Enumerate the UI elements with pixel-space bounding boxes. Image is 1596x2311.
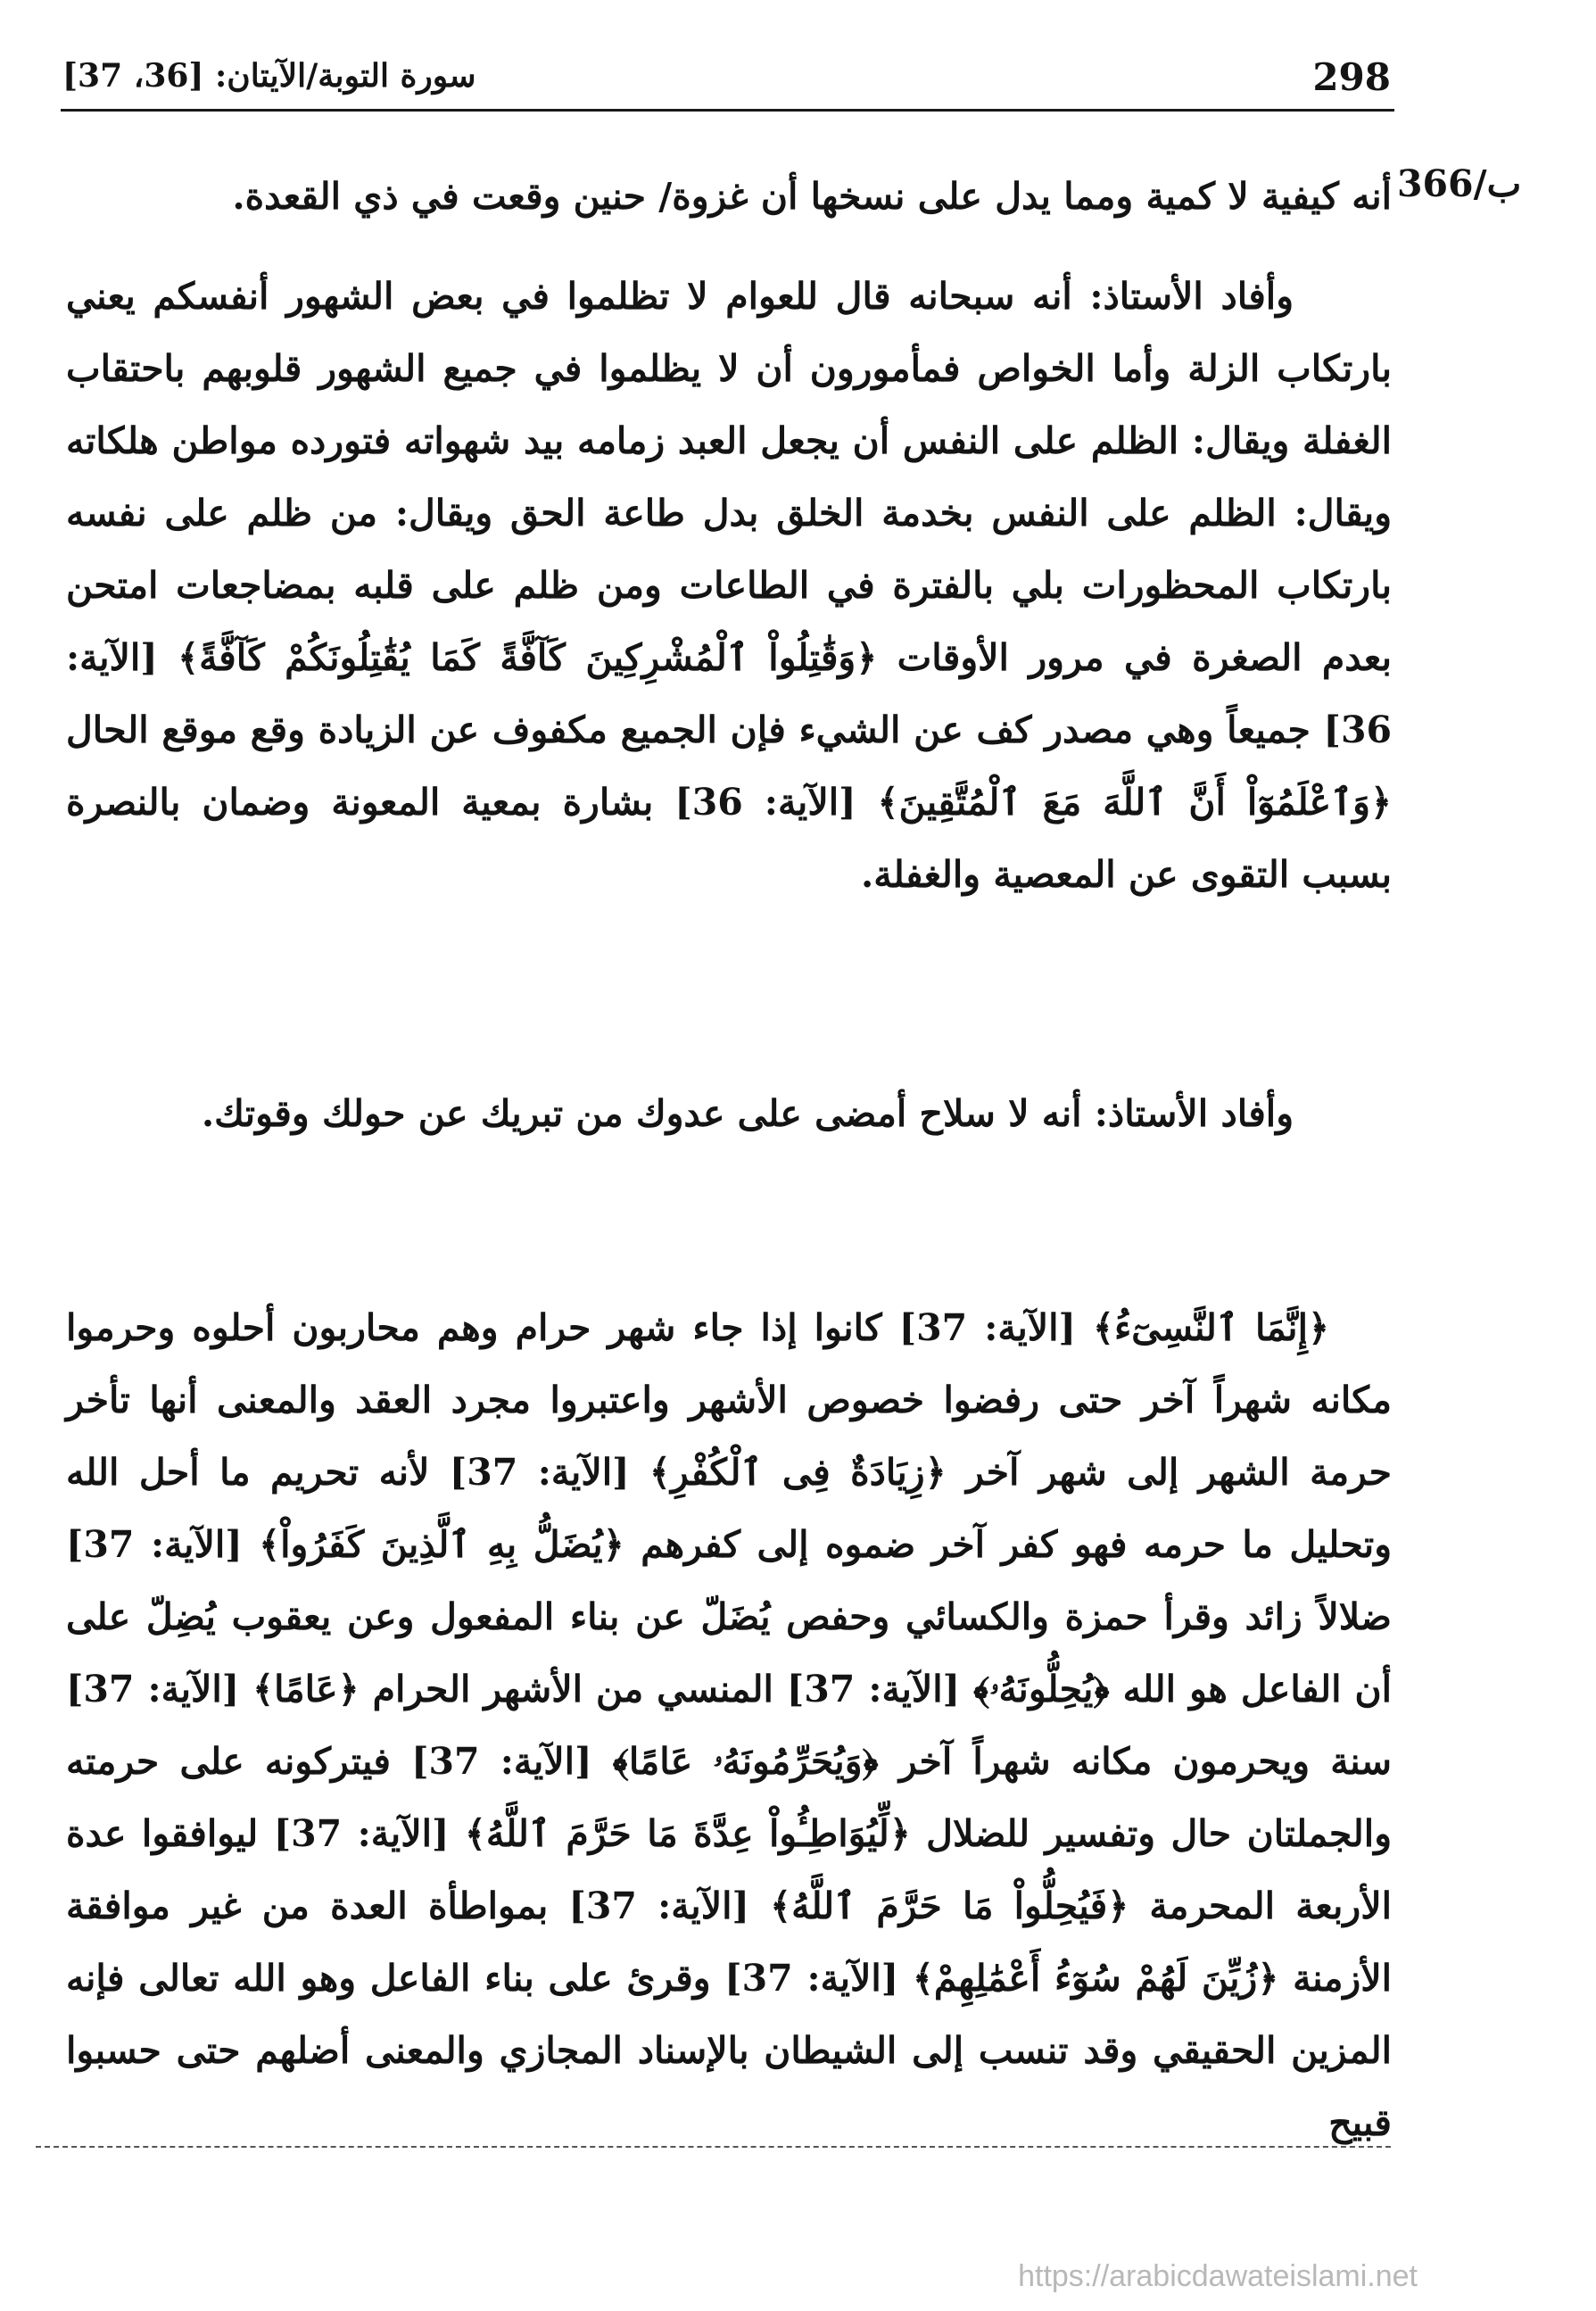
- paragraph-text: وأفاد الأستاذ: أنه لا سلاح أمضى على عدوك من تبريك عن حولك وقوتك.: [201, 1092, 1294, 1135]
- header-rule: [61, 109, 1394, 112]
- surah-reference: سورة التوبة/الآيتان: [36، 37]: [62, 57, 476, 95]
- paragraph-2: [66, 261, 1392, 911]
- paragraph-text: أنه كيفية لا كمية ومما يدل على نسخها أن غزوة/ حنين وقعت في ذي القعدة.: [232, 175, 1392, 218]
- running-header: [62, 55, 1391, 105]
- paragraph-text: ﴿إِنَّمَا ٱلنَّسِىٓءُ﴾ [الآية: 37] كانوا إذا جاء شهر حرام وهم محاربون أحلوه وحرموا مكانه شهراً آخر حتى رفضوا خصوص الأشهر واعتبروا مجرد العقد والمعنى أنها تأخر حرمة الشهر إلى شهر آخر ﴿زِيَادَةٌ فِى ٱلْكُفْرِ﴾ [الآية: 37] لأنه تحريم ما أحل الله وتحليل ما حرمه فهو كفر آخر ضموه إلى كفرهم ﴿يُضَلُّ بِهِ ٱلَّذِينَ كَفَرُواْ﴾ [الآية: 37] ضلالاً زائد وقرأ حمزة والكسائي وحفص يُضَلّ عن بناء المفعول وعن يعقوب يُضِلّ على أن الفاعل هو الله ﴿يُحِلُّونَهُۥ﴾ [الآية: 37] المنسي من الأشهر الحرام ﴿عَامًا﴾ [الآية: 37] سنة ويحرمون مكانه شهراً آخر ﴿وَيُحَرِّمُونَهُۥ عَامًا﴾ [الآية: 37] فيتركونه على حرمته والجملتان حال وتفسير للضلال ﴿لِّيُوَاطِـُٔواْ عِدَّةَ مَا حَرَّمَ ٱللَّهُ﴾ [الآية: 37] ليوافقوا عدة الأربعة المحرمة ﴿فَيُحِلُّواْ مَا حَرَّمَ ٱللَّهُ﴾ [الآية: 37] بمواطأة العدة من غير موافقة الأزمنة ﴿زُيِّنَ لَهُمْ سُوٓءُ أَعْمَٰلِهِمْ﴾ [الآية: 37] وقرئ على بناء الفاعل وهو الله تعالى فإنه المزين الحقيقي وقد تنسب إلى الشيطان بالإسناد المجازي والمعنى أضلهم حتى حسبوا قبيح: [66, 1306, 1393, 2144]
- paragraph-3: [66, 1078, 1392, 1150]
- paragraph-1: [66, 161, 1392, 233]
- paragraph-4: [66, 1292, 1392, 2159]
- scan-dashed-line: [36, 2146, 1391, 2148]
- page-number: 298: [1312, 55, 1391, 99]
- watermark-url: https://arabicdawateislami.net: [1018, 2259, 1418, 2293]
- manuscript-folio-note: 366/ب: [1397, 162, 1522, 205]
- paragraph-text: وأفاد الأستاذ: أنه سبحانه قال للعوام لا تظلموا في بعض الشهور أنفسكم يعني بارتكاب الزلة وأما الخواص فمأمورون أن لا يظلموا في جميع الشهور قلوبهم باحتقاب الغفلة ويقال: الظلم على النفس أن يجعل العبد زمامه بيد شهواته فتورده مواطن هلكاته ويقال: الظلم على النفس بخدمة الخلق بدل طاعة الحق ويقال: من ظلم على نفسه بارتكاب المحظورات بلي بالفترة في الطاعات ومن ظلم على قلبه بمضاجعات امتحن بعدم الصغرة في مرور الأوقات ﴿وَقَٰتِلُواْ ٱلْمُشْرِكِينَ كَآفَّةً كَمَا يُقَٰتِلُونَكُمْ كَآفَّةً﴾ [الآية: 36] جميعاً وهي مصدر كف عن الشيء فإن الجميع مكفوف عن الزيادة وقع موقع الحال ﴿وَٱعْلَمُوٓاْ أَنَّ ٱللَّهَ مَعَ ٱلْمُتَّقِينَ﴾ [الآية: 36] بشارة بمعية المعونة وضمان بالنصرة بسبب التقوى عن المعصية والغفلة.: [66, 275, 1392, 896]
